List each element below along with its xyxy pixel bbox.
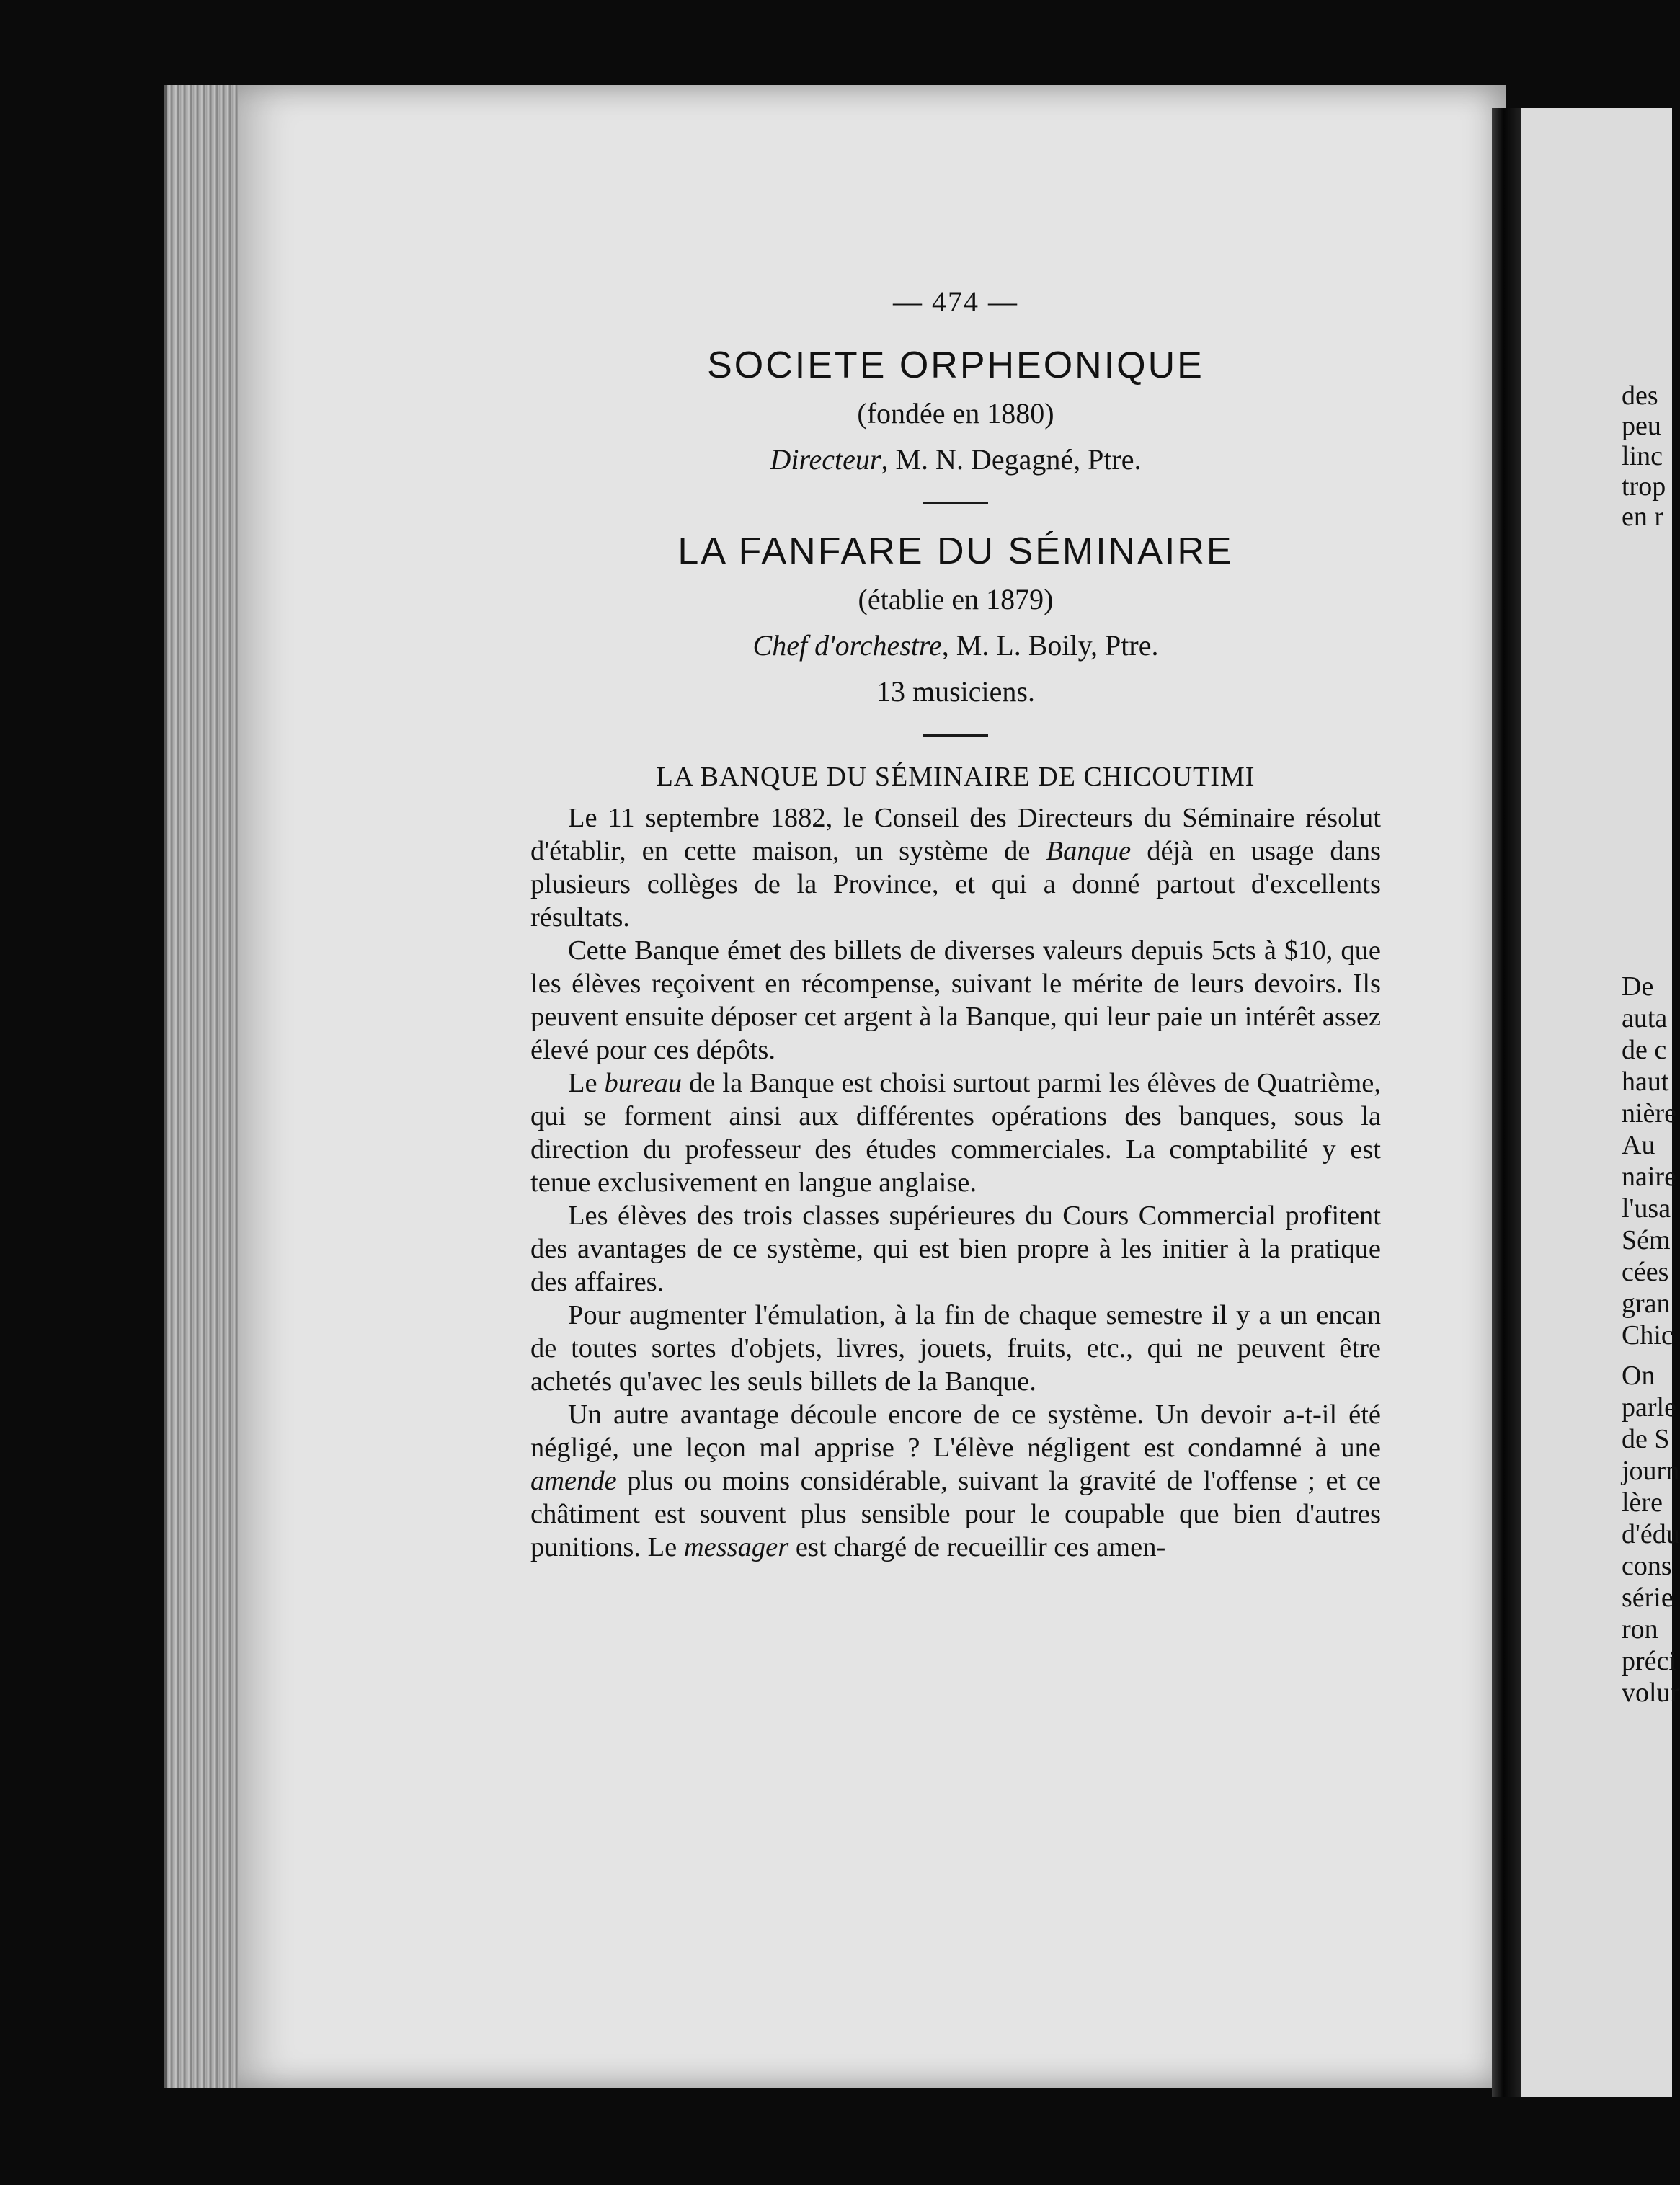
italic-run: messager bbox=[683, 1531, 789, 1562]
section-title-orpheonique: SOCIETE ORPHEONIQUE bbox=[707, 344, 1204, 386]
italic-run: bureau bbox=[604, 1067, 683, 1098]
facing-fragment: des bbox=[1622, 381, 1658, 411]
facing-fragment: lère bbox=[1622, 1487, 1663, 1518]
paragraph: Cette Banque émet des billets de diverses valeurs depuis 5cts à $10, que les élèves reçoivent en récompense, suivant le mérite de leurs devoirs. Ils peuvent ensuite déposer cet argent à la Banque, qui leur paie un intérêt assez élevé pour ces dépôts. bbox=[530, 935, 1381, 1065]
facing-fragment: cons bbox=[1622, 1551, 1672, 1581]
text-run: plus ou moins considérable, suivant la gravité de l'offense ; et ce châtiment est souvent plus sensible pour le coupable que bien d'autres punitions. Le bbox=[530, 1465, 1381, 1562]
director-line bbox=[530, 437, 1381, 483]
section-title-fanfare: LA FANFARE DU SÉMINAIRE bbox=[677, 530, 1234, 573]
facing-fragment: On bbox=[1622, 1361, 1655, 1391]
paragraph: Pour augmenter l'émulation, à la fin de chaque semestre il y a un encan de toutes sortes d'objets, livres, jouets, fruits, etc., qui ne peuvent être achetés qu'avec les seuls billets de la Banque. bbox=[530, 1299, 1381, 1397]
facing-fragment: De bbox=[1622, 971, 1654, 1002]
facing-fragment: volur bbox=[1622, 1678, 1680, 1708]
facing-fragment: série bbox=[1622, 1583, 1674, 1613]
text-run: de la Banque est choisi surtout parmi les élèves de Quatrième, qui se forment ainsi aux différentes opérations des banques, sous la direction du professeur des études commerciales. La comptabilité y est tenue exclusivement en langue anglaise. bbox=[530, 1067, 1381, 1198]
italic-run: amende bbox=[530, 1465, 617, 1496]
text-run: déjà en usage dans plusieurs collèges de la Province, et qui a donné partout d'excellents résultats. bbox=[530, 835, 1381, 933]
facing-fragment: Chic bbox=[1622, 1320, 1674, 1350]
text-run: Un autre avantage découle encore de ce système. Un devoir a-t-il été négligé, une leçon mal apprise ? L'élève négligent est condamné à une bbox=[530, 1399, 1381, 1463]
section-title-banque: LA BANQUE DU SÉMINAIRE DE CHICOUTIMI bbox=[656, 762, 1255, 793]
person-name: , M. N. Degagné, Ptre. bbox=[881, 443, 1142, 476]
facing-fragment: gran bbox=[1622, 1289, 1671, 1319]
founded-line: (établie en 1879) bbox=[858, 583, 1054, 616]
facing-fragment: trop bbox=[1622, 471, 1666, 502]
musicians-line: 13 musiciens. bbox=[876, 675, 1035, 708]
facing-fragment: ron bbox=[1622, 1614, 1658, 1645]
paragraph bbox=[530, 1398, 1381, 1564]
divider bbox=[923, 502, 988, 504]
facing-fragment: peu bbox=[1622, 411, 1661, 441]
facing-fragment: de c bbox=[1622, 1035, 1667, 1065]
facing-fragment: d'édu bbox=[1622, 1519, 1680, 1549]
role-label: Directeur bbox=[770, 443, 881, 476]
facing-fragment: préci bbox=[1622, 1646, 1676, 1676]
page-number: — 474 — bbox=[893, 285, 1018, 318]
conductor-line bbox=[530, 623, 1381, 669]
facing-fragment: parle bbox=[1622, 1392, 1676, 1423]
facing-fragment: linc bbox=[1622, 441, 1663, 471]
facing-fragment: Sém bbox=[1622, 1225, 1671, 1255]
facing-page bbox=[1521, 108, 1680, 2097]
facing-fragment: haut bbox=[1622, 1067, 1669, 1097]
facing-fragment: de S bbox=[1622, 1424, 1670, 1454]
founded-line: (fondée en 1880) bbox=[857, 397, 1054, 430]
text-run: est chargé de recueillir ces amen- bbox=[788, 1531, 1166, 1562]
facing-fragment: en r bbox=[1622, 502, 1664, 532]
facing-fragment: l'usa bbox=[1622, 1193, 1671, 1224]
text-run: Le 11 septembre 1882, le Conseil des Directeurs du Séminaire résolut d'établir, en cette maison, un système de bbox=[530, 802, 1381, 866]
text-run: Le bbox=[568, 1067, 605, 1098]
book-gutter bbox=[1492, 108, 1521, 2097]
page-content bbox=[530, 285, 1381, 1564]
facing-fragment: auta bbox=[1622, 1003, 1668, 1033]
paragraph: Les élèves des trois classes supérieures du Cours Commercial profitent des avantages de ce système, qui est bien propre à les initier à la pratique des affaires. bbox=[530, 1200, 1381, 1297]
italic-run: Banque bbox=[1046, 835, 1132, 866]
facing-fragment: nière bbox=[1622, 1098, 1676, 1129]
facing-fragment: naire bbox=[1622, 1162, 1676, 1192]
person-name: , M. L. Boily, Ptre. bbox=[941, 629, 1159, 662]
divider bbox=[923, 734, 988, 737]
facing-fragment: cées bbox=[1622, 1257, 1669, 1287]
role-label: Chef d'orchestre bbox=[752, 629, 942, 662]
paragraph bbox=[530, 1067, 1381, 1199]
paragraph bbox=[530, 801, 1381, 934]
facing-fragment: journ bbox=[1622, 1456, 1680, 1486]
facing-fragment: Au bbox=[1622, 1130, 1655, 1160]
